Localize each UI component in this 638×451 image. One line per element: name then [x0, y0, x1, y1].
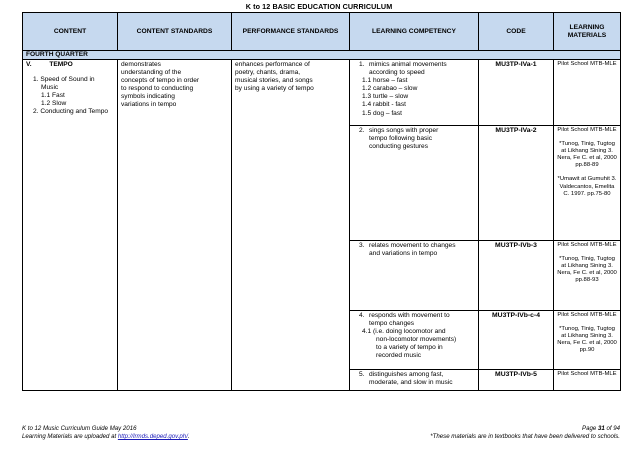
footer-left	[22, 425, 190, 441]
content-cell	[23, 60, 118, 391]
materials-cell	[554, 126, 621, 241]
competency-number: 1.	[359, 61, 365, 68]
footer-textbook-note: *These materials are in textbooks that have been delivered to schools.	[430, 433, 620, 440]
footer-page	[430, 425, 620, 433]
competency-code: MU3TP-IVa-1	[479, 60, 554, 126]
content-standard-line: symbols indicating	[121, 93, 175, 101]
competency-text: responds with movement to	[369, 312, 450, 319]
content-numeral: V.	[26, 61, 32, 68]
competency-code: MU3TP-IVb-c-4	[479, 311, 554, 370]
performance-standard-line: by using a variety of tempo	[235, 85, 314, 93]
footer-upload-note	[22, 433, 190, 441]
page-suffix: of 94	[604, 425, 620, 432]
material-entry: Pilot School MTB-MLE	[557, 242, 617, 248]
table-row	[23, 60, 621, 126]
competency-text: and variations in tempo	[369, 250, 438, 258]
competency-code: MU3TP-IVb-5	[479, 370, 554, 391]
competency-text: relates movement to changes	[369, 242, 456, 249]
content-item: 1.1 Fast	[41, 92, 65, 100]
content-standards-cell	[118, 60, 232, 391]
competency-subitem: recorded music	[376, 352, 422, 360]
quarter-label: FOURTH QUARTER	[23, 51, 621, 60]
competency-text: distinguishes among fast,	[369, 371, 444, 378]
performance-standard-line: musical stories, and songs	[235, 77, 313, 85]
document-title: K to 12 BASIC EDUCATION CURRICULUM	[245, 2, 393, 11]
content-item: 1.2 Slow	[41, 100, 67, 108]
competency-text: sings songs with proper	[369, 127, 439, 134]
materials-cell	[554, 311, 621, 370]
material-entry: *Umawit at Gumuhit 3. Valdecantos, Emelita C. 1997. pp.75-80	[557, 176, 617, 197]
content-item: 2. Conducting and Tempo	[33, 108, 109, 116]
page-prefix: Page	[582, 425, 598, 432]
material-entry: *Tunog, Tinig, Tugtog at Likhang Sining 3. Nera, Fe C. et al, 2000 pp.88-93	[557, 256, 617, 284]
table-header-row	[23, 13, 621, 51]
competency-number: 4.	[359, 312, 365, 319]
competency-number: 3.	[359, 242, 365, 249]
content-standard-line: to respond to conducting	[121, 85, 194, 93]
competency-text: moderate, and slow in music	[369, 379, 453, 387]
header-code: CODE	[479, 13, 554, 51]
material-entry: *Tunog, Tinig, Tugtog at Likhang Sining 3. Nera, Fe C. et al, 2000 pp.90	[557, 326, 617, 354]
competency-number: 2.	[359, 127, 365, 134]
competency-code: MU3TP-IVb-3	[479, 241, 554, 311]
competency-subitem: 1.1 horse – fast	[362, 77, 408, 85]
curriculum-table	[22, 12, 621, 391]
competency-text: conducting gestures	[369, 143, 429, 151]
footer-upload-suffix: .	[187, 433, 190, 440]
competency-cell	[350, 60, 479, 126]
performance-standard-line: enhances performance of	[235, 61, 310, 68]
competency-subitem: 4.1 (i.e. doing locomotor and	[362, 328, 446, 336]
material-entry: Pilot School MTB-MLE	[557, 312, 617, 318]
competency-cell	[350, 370, 479, 391]
quarter-row	[23, 51, 621, 60]
competency-subitem: non-locomotor movements)	[376, 336, 457, 344]
materials-cell	[554, 370, 621, 391]
competency-subitem: 1.2 carabao – slow	[362, 85, 418, 93]
competency-text: tempo changes	[369, 320, 415, 328]
competency-cell	[350, 126, 479, 241]
header-learning-competency: LEARNING COMPETENCY	[350, 13, 479, 51]
competency-subitem: 1.4 rabbit - fast	[362, 101, 406, 109]
material-entry: Pilot School MTB-MLE	[557, 371, 617, 377]
material-entry: *Tunog, Tinig, Tugtog at Likhang Sining 3. Nera, Fe C. et al, 2000 pp.88-89	[557, 141, 617, 169]
content-standard-line: understanding of the	[121, 69, 182, 77]
materials-cell	[554, 60, 621, 126]
competency-subitem: to a variety of tempo in	[376, 344, 443, 352]
lrmds-link[interactable]: http://lrmds.deped.gov.ph/	[117, 433, 188, 440]
competency-subitem: 1.5 dog – fast	[362, 109, 402, 117]
competency-cell	[350, 311, 479, 370]
content-standard-line: concepts of tempo in order	[121, 77, 200, 85]
content-heading	[26, 61, 114, 69]
competency-text: mimics animal movements	[369, 61, 447, 68]
header-content-standards: CONTENT STANDARDS	[118, 13, 232, 51]
header-content: CONTENT	[23, 13, 118, 51]
content-standard-line: demonstrates	[121, 61, 161, 68]
competency-subitem: 1.3 turtle – slow	[362, 93, 409, 101]
footer-upload-prefix: Learning Materials are uploaded at	[22, 433, 118, 440]
competency-text: tempo following basic	[369, 135, 433, 143]
footer-right	[430, 425, 620, 441]
content-standard-line: variations in tempo	[121, 101, 177, 109]
competency-cell	[350, 241, 479, 311]
content-item: 1. Speed of Sound in	[33, 76, 95, 84]
competency-number: 5.	[359, 371, 365, 378]
materials-cell	[554, 241, 621, 311]
footer-guide: K to 12 Music Curriculum Guide May 2016	[22, 425, 137, 432]
competency-text: according to speed	[369, 69, 425, 77]
performance-standard-line: poetry, chants, drama,	[235, 69, 301, 77]
performance-standards-cell	[232, 60, 350, 391]
header-learning-materials: LEARNING MATERIALS	[554, 13, 621, 51]
competency-code: MU3TP-IVa-2	[479, 126, 554, 241]
material-entry: Pilot School MTB-MLE	[557, 127, 617, 133]
header-performance-standards: PERFORMANCE STANDARDS	[232, 13, 350, 51]
content-item: Music	[41, 84, 59, 92]
material-entry: Pilot School MTB-MLE	[557, 61, 617, 67]
content-heading-text: TEMPO	[49, 61, 73, 68]
page-number: 31	[597, 425, 605, 432]
